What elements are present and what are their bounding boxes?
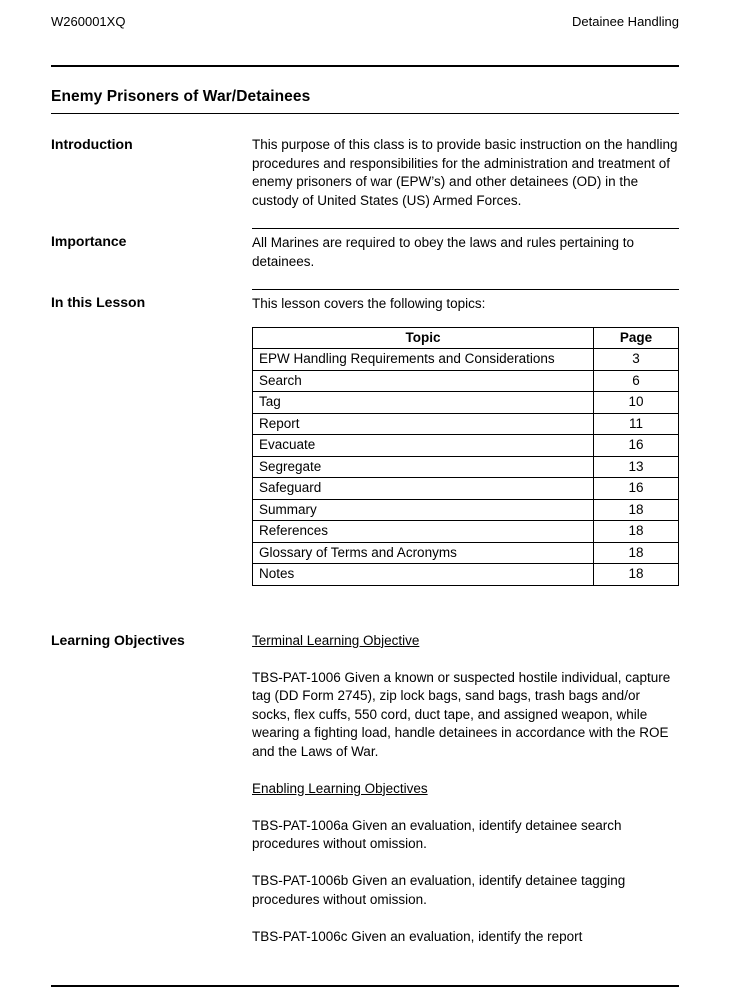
elo-item: TBS-PAT-1006a Given an evaluation, identify detainee search procedures without omission.	[252, 817, 622, 851]
page-cell: 3	[594, 349, 679, 371]
section-learning-objectives	[51, 632, 679, 947]
section-label: In this Lesson	[51, 294, 146, 310]
table-row	[253, 499, 679, 521]
page-header	[51, 14, 679, 29]
section-label: Introduction	[51, 136, 133, 152]
table-row	[253, 456, 679, 478]
header-divider	[51, 65, 679, 67]
topic-cell: Segregate	[253, 456, 594, 478]
elo-heading: Enabling Learning Objectives	[252, 780, 428, 796]
section-in-this-lesson	[51, 289, 679, 586]
page-header-cell: Page	[594, 327, 679, 349]
topic-cell: Glossary of Terms and Acronyms	[253, 542, 594, 564]
page-cell: 11	[594, 413, 679, 435]
table-row	[253, 413, 679, 435]
title-divider	[51, 113, 679, 114]
table-row	[253, 349, 679, 371]
topic-cell: Evacuate	[253, 435, 594, 457]
table-row	[253, 564, 679, 586]
page-title: Enemy Prisoners of War/Detainees	[51, 88, 311, 105]
page-cell: 16	[594, 478, 679, 500]
page-cell: 18	[594, 499, 679, 521]
section-content	[252, 632, 679, 947]
table-header-row	[253, 327, 679, 349]
section-introduction	[51, 136, 679, 210]
footer-divider	[51, 985, 679, 987]
topics-table	[252, 327, 679, 586]
topic-cell: Search	[253, 370, 594, 392]
page-cell: 6	[594, 370, 679, 392]
section-label: Learning Objectives	[51, 631, 185, 648]
section-text: All Marines are required to obey the laws and rules pertaining to detainees.	[252, 228, 679, 271]
page-cell: 18	[594, 564, 679, 586]
topic-cell: Safeguard	[253, 478, 594, 500]
tlo-heading: Terminal Learning Objective	[252, 632, 420, 648]
page-cell: 13	[594, 456, 679, 478]
section-content	[252, 289, 679, 586]
topic-cell: Notes	[253, 564, 594, 586]
table-row	[253, 542, 679, 564]
page-cell: 16	[594, 435, 679, 457]
doc-number: W260001XQ	[51, 14, 126, 29]
topic-cell: EPW Handling Requirements and Considerations	[253, 349, 594, 371]
section-text: This lesson covers the following topics:	[252, 296, 486, 311]
page-cell: 18	[594, 542, 679, 564]
section-importance	[51, 228, 679, 271]
table-row	[253, 521, 679, 543]
topic-cell: Report	[253, 413, 594, 435]
doc-subject: Detainee Handling	[572, 14, 679, 29]
table-row	[253, 392, 679, 414]
table-row	[253, 435, 679, 457]
table-row	[253, 370, 679, 392]
elo-item: TBS-PAT-1006c Given an evaluation, identify the report	[252, 928, 583, 944]
elo-item: TBS-PAT-1006b Given an evaluation, identify detainee tagging procedures without omission.	[252, 873, 626, 907]
topic-header: Topic	[253, 327, 594, 349]
table-row	[253, 478, 679, 500]
section-text: This purpose of this class is to provide basic instruction on the handling procedures and responsibilities for the administration and treatment of enemy prisoners of war (EPW’s) and other detainees (OD) in the custody of United States (US) Armed Forces.	[252, 137, 678, 208]
page-cell: 18	[594, 521, 679, 543]
topic-cell: References	[253, 521, 594, 543]
page-cell: 10	[594, 392, 679, 414]
section-label: Importance	[51, 233, 127, 249]
tlo-text: TBS-PAT-1006 Given a known or suspected hostile individual, capture tag (DD Form 2745), zip lock bags, sand bags, trash bags and/or socks, flex cuffs, 550 cord, duct tape, and assigned weapon, while wearing a fighting load, handle detainees in accordance with the ROE and the Laws of War.	[252, 669, 671, 759]
topic-cell: Tag	[253, 392, 594, 414]
topic-cell: Summary	[253, 499, 594, 521]
